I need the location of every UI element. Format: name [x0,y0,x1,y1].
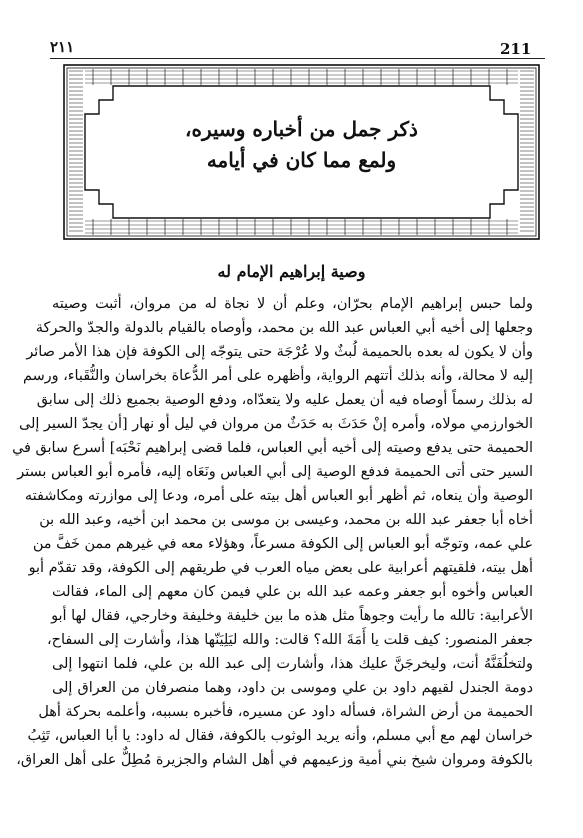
header-rule [50,58,545,59]
chapter-title [63,114,540,176]
body-line: الحميمة حتى يدفع وصيته إلى أخيه أبي العباس، فلما قضى إبراهيم نَحْبَه] أسرع سابق في [12,440,533,456]
section-heading: وصية إبراهيم الإمام له [217,262,366,281]
body-line: الخوارزمي مولاه، وأمره إنْ حَدَثَ به حَدَثٌ من مروان في ليل أو نهار [أن يجدّ السير إلى [18,416,533,432]
page-number-latin: 211 [500,40,532,58]
chapter-title-line-2: ولمع مما كان في أيامه [206,148,397,172]
body-line: أهل بيته، فلقيتهم أعرابية على بعض مياه العرب في طريقهم إلى الكوفة، وقد تقدّم أبو [28,560,533,576]
body-line: ولتخلُفَنَّهُ أنت، وليخرجَنَّ عليك هذا، وأشارت إلى عبد الله بن علي، فلما انتهوا إلى [52,656,533,672]
body-line: علي عمه، وتوجّه أبو العباس إلى الكوفة مسرعاً، وهؤلاء معه في غيرهم ممن خَفَّ من [32,536,533,552]
page-number-arabic: ٢١١ [50,38,75,56]
body-line: الحميمة من أرض الشراة، فسأله داود عن مسيره، فأخبره بسببه، وأعلمه بحركة أهل [38,704,533,720]
body-line: جعفر المنصور: كيف قلت يا أَمَةَ الله؟ قالت: والله ليَلِيَنّها هذا، وأشارت إلى السفاح، [47,632,533,648]
body-line: السير حتى أتى الحميمة فدفع الوصية إلى أبي العباس ونَعَاه إليه، فأمره أبو العباس بستر [17,464,533,480]
body-text [12,292,533,772]
body-line: إليه لا محالة، وأنه بذلك أتتهم الرواية، وأظهره على أمر الدُّعاة بخراسان والنُّقَباء، ورسم [23,368,533,384]
body-line: دومة الجندل لقيهم داود بن علي وموسى بن داود، وهما منصرفان من العراق إلى [52,680,533,696]
body-line: خراسان لهم مع أبي مسلم، وأنه يريد الوثوب بالكوفة، فقال له داود: يا أبا العباس، تَثِبُ [27,728,533,744]
body-line: العباس وأخوه أبو جعفر وعمه عبد الله بن علي فيمن كان معهم إلى الماء، فقالت [52,584,533,600]
body-line: ولما حبس إبراهيم الإمام بحرّان، وعلم أن لا نجاة له من مروان، أثبت وصيته [52,296,533,312]
chapter-title-line-1: ذكر جمل من أخباره وسيره، [185,117,418,141]
body-line: الوصية وأن ينعاه، ثم أظهر أبو العباس أهل بيته على أمره، ودعا إلى موازرته ومكاشفته [24,488,533,504]
body-line: بالكوفة ومروان شيخ بني أمية وزعيمهم في أهل الشام والجزيرة مُطِلٌّ على أهل العراق، [16,752,533,768]
body-line: له بذلك رسماً أوصاه فيه أن يعمل عليه ولا يتعدّاه، ودفع الوصية بجميع ذلك إلى سابق [36,392,533,408]
body-line: وأن لا يكون له بعده بالحميمة لُبثٌ ولا عُرْجَة حتى يتوجّه إلى الكوفة فإن هذا الأمر صائر [26,344,533,360]
body-line: الأعرابية: تالله ما رأيت وجوهاً مثل هذه ما بين خليفة وخليفة وخارجي، فقال لها أبو [51,608,533,624]
body-line: وجعلها إلى أخيه أبي العباس عبد الله بن محمد، وأوصاه بالقيام بالدولة والجدّ والحركة [35,320,533,336]
body-line: أخاه أبا جعفر عبد الله بن محمد، وعيسى بن موسى بن محمد ابن أخيه، وعبد الله بن [39,512,533,528]
chapter-title-frame [63,64,540,240]
